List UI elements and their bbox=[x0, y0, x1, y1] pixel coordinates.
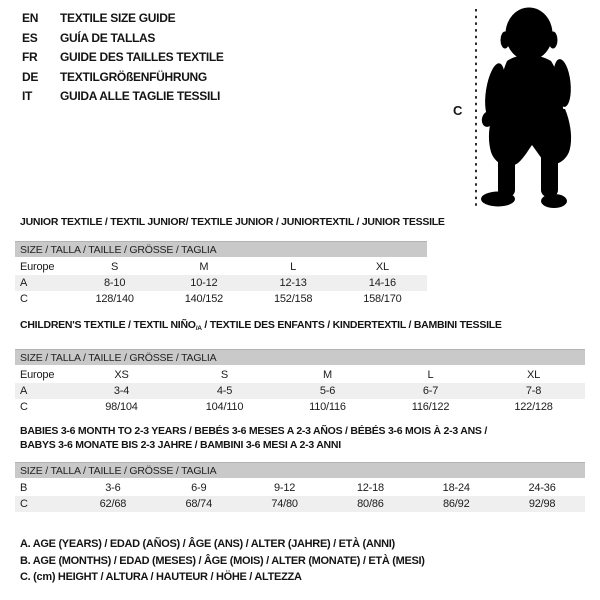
row-label: C bbox=[20, 293, 28, 305]
row-label: A bbox=[20, 277, 28, 289]
table-cell: 140/152 bbox=[184, 293, 224, 305]
language-row-de bbox=[22, 68, 224, 88]
table-cell: 152/158 bbox=[273, 293, 313, 305]
table-cell: 18-24 bbox=[442, 482, 470, 494]
table-cell: 74/80 bbox=[271, 498, 298, 510]
table-cell: 14-16 bbox=[368, 277, 396, 289]
size-header-bar: SIZE / TALLA / TAILLE / GRÖSSE / TAGLIA bbox=[15, 462, 585, 478]
table-cell: XS bbox=[114, 368, 129, 381]
footnote-age-months: B. AGE (MONTHS) / EDAD (MESES) / ÂGE (MOIS) / ALTER (MONATE) / ETÀ (MESI) bbox=[20, 554, 425, 567]
table-cell: 3-4 bbox=[113, 384, 130, 397]
table-cell: 24-36 bbox=[528, 482, 556, 494]
height-measure-label: C bbox=[453, 103, 463, 118]
table-cell: 10-12 bbox=[190, 277, 218, 289]
row-label: A bbox=[20, 384, 28, 397]
language-code: IT bbox=[22, 89, 33, 103]
row-label: Europe bbox=[20, 261, 55, 273]
table-cell: 4-5 bbox=[216, 384, 233, 397]
table-cell: 9-12 bbox=[273, 482, 296, 494]
language-row-en bbox=[22, 9, 224, 29]
language-title: GUIDE DES TAILLES TEXTILE bbox=[60, 50, 224, 64]
table-row bbox=[15, 291, 427, 307]
table-cell: 80/86 bbox=[357, 498, 384, 510]
language-code: ES bbox=[22, 30, 38, 45]
language-title: TEXTILGRÖßENFÜHRUNG bbox=[60, 69, 207, 84]
footnote-height-cm: C. (cm) HEIGHT / ALTURA / HAUTEUR / HÖHE / ALTEZZA bbox=[20, 571, 302, 583]
table-row bbox=[15, 480, 585, 496]
table-cell: 3-6 bbox=[105, 482, 121, 494]
row-label: C bbox=[20, 498, 28, 510]
table-cell: 92/98 bbox=[528, 498, 556, 510]
language-list bbox=[22, 9, 224, 107]
table-cell: S bbox=[111, 261, 119, 273]
section-title: JUNIOR TEXTILE / TEXTIL JUNIOR/ TEXTILE JUNIOR / JUNIORTEXTIL / JUNIOR TESSILE bbox=[20, 216, 445, 228]
table-cell: XL bbox=[375, 261, 389, 273]
section-title bbox=[15, 318, 585, 336]
baby-silhouette bbox=[470, 2, 600, 214]
section-title-pre: CHILDREN'S TEXTILE / TEXTIL NIÑO bbox=[20, 319, 196, 331]
section-junior-textile bbox=[15, 215, 445, 307]
section-title-post: / TEXTILE DES ENFANTS / KINDERTEXTIL / BAMBINI TESSILE bbox=[201, 319, 502, 331]
language-code: FR bbox=[22, 50, 38, 64]
table-cell: 6-7 bbox=[422, 384, 439, 397]
section-children-textile bbox=[15, 318, 585, 415]
table-cell: 122/128 bbox=[514, 400, 553, 413]
section-title-subscript: /A bbox=[195, 324, 202, 332]
language-title: GUIDA ALLE TAGLIE TESSILI bbox=[60, 89, 221, 103]
size-table bbox=[15, 367, 585, 415]
table-cell: 86/92 bbox=[442, 498, 470, 510]
table-cell: 128/140 bbox=[95, 293, 134, 305]
language-title: TEXTILE SIZE GUIDE bbox=[60, 11, 176, 25]
table-cell: L bbox=[427, 368, 434, 381]
language-row-fr bbox=[22, 48, 224, 68]
table-cell: 6-9 bbox=[191, 482, 207, 494]
footnote-age-years: A. AGE (YEARS) / EDAD (AÑOS) / ÂGE (ANS) / ALTER (JAHRE) / ETÀ (ANNI) bbox=[20, 538, 395, 550]
table-cell: XL bbox=[526, 368, 541, 381]
table-cell: 98/104 bbox=[105, 400, 138, 413]
row-label: B bbox=[20, 482, 28, 494]
language-row-es bbox=[22, 29, 224, 49]
baby-silhouette-shape bbox=[480, 8, 573, 209]
table-cell: 5-6 bbox=[319, 384, 336, 397]
table-row bbox=[15, 383, 585, 399]
size-header-bar: SIZE / TALLA / TAILLE / GRÖSSE / TAGLIA bbox=[15, 241, 427, 257]
table-row bbox=[15, 496, 585, 512]
table-row bbox=[15, 259, 427, 275]
size-table bbox=[15, 480, 585, 512]
section-title-line2: BABYS 3-6 MONATE BIS 2-3 JAHRE / BAMBINI 3-6 MESI A 2-3 ANNI bbox=[20, 439, 341, 451]
table-cell: 7-8 bbox=[525, 384, 542, 397]
table-row bbox=[15, 367, 585, 383]
language-row-it bbox=[22, 87, 224, 107]
table-cell: 116/122 bbox=[411, 400, 450, 413]
footnotes bbox=[20, 536, 425, 586]
table-cell: 158/170 bbox=[363, 293, 402, 305]
row-label: Europe bbox=[20, 368, 55, 381]
table-row bbox=[15, 399, 585, 415]
table-cell: M bbox=[199, 261, 209, 273]
section-title-line1: BABIES 3-6 MONTH TO 2-3 YEARS / BEBÉS 3-6 MESES A 2-3 AÑOS / BÉBÉS 3-6 MOIS À 2-3 ANS / bbox=[20, 425, 488, 437]
table-cell: 104/110 bbox=[205, 400, 244, 413]
table-cell: S bbox=[220, 368, 229, 381]
baby-figure bbox=[470, 2, 600, 214]
table-cell: 110/116 bbox=[309, 400, 346, 413]
section-babies-textile bbox=[15, 424, 585, 512]
table-row bbox=[15, 275, 427, 291]
size-header-bar: SIZE / TALLA / TAILLE / GRÖSSE / TAGLIA bbox=[15, 349, 585, 365]
size-table bbox=[15, 259, 427, 307]
table-cell: 8-10 bbox=[104, 277, 126, 289]
language-code: DE bbox=[22, 69, 39, 84]
table-cell: M bbox=[323, 368, 332, 381]
row-label: C bbox=[20, 400, 28, 413]
table-cell: 68/74 bbox=[185, 498, 212, 510]
table-cell: 12-18 bbox=[356, 482, 384, 494]
table-cell: 12-13 bbox=[279, 277, 307, 289]
table-cell: L bbox=[290, 261, 297, 273]
table-cell: 62/68 bbox=[99, 498, 127, 510]
language-code: EN bbox=[22, 11, 39, 25]
language-title: GUÍA DE TALLAS bbox=[60, 30, 156, 45]
